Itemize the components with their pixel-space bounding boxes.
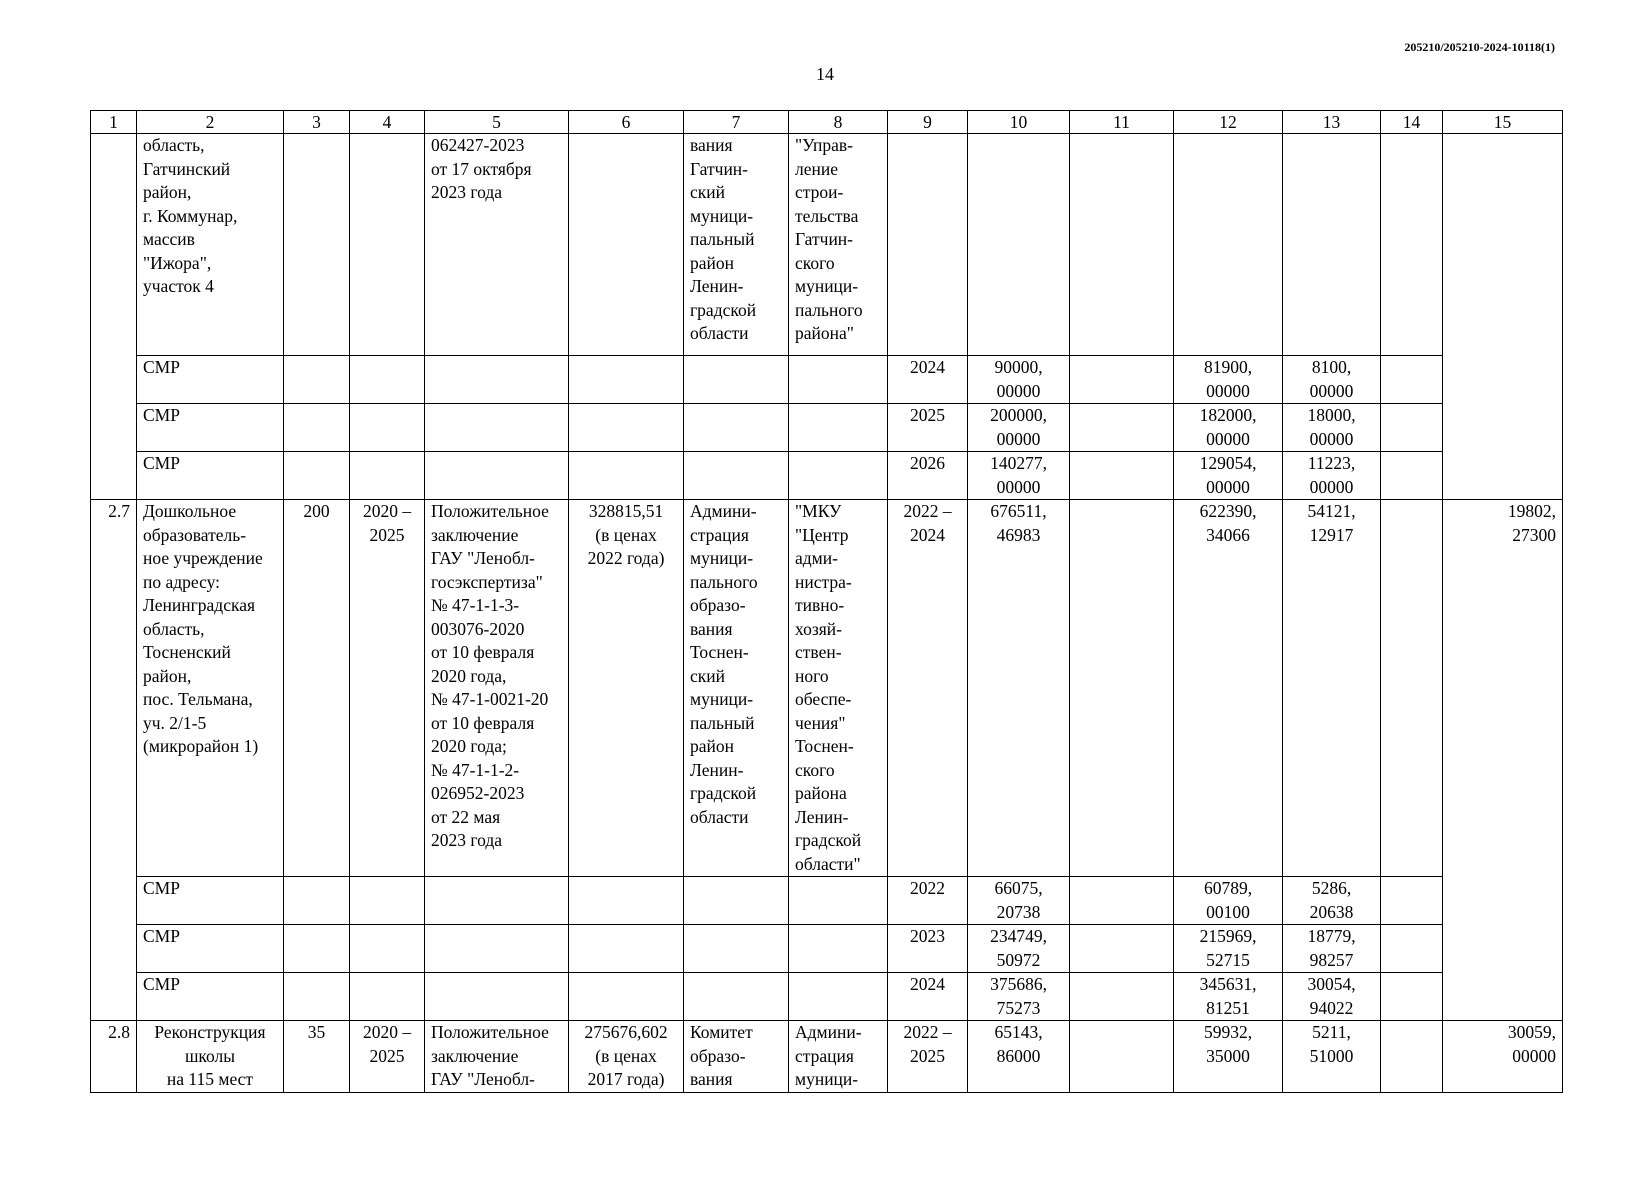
empty-cell xyxy=(684,925,789,973)
empty-cell xyxy=(1070,877,1174,925)
estimated-cost-cell: 328815,51 (в ценах 2022 года) xyxy=(569,500,684,877)
empty-cell xyxy=(1070,134,1174,356)
table-row-2-7 xyxy=(91,500,1563,877)
empty-cell xyxy=(425,404,569,452)
table-subrow xyxy=(91,925,1563,973)
table-subrow xyxy=(91,356,1563,404)
local-budget-cell: 5211, 51000 xyxy=(1283,1021,1381,1093)
table-row-continued xyxy=(91,134,1563,356)
empty-cell xyxy=(684,973,789,1021)
year-cell: 2023 xyxy=(888,925,968,973)
column-number: 14 xyxy=(1381,111,1443,134)
empty-cell xyxy=(1070,1021,1174,1093)
empty-cell xyxy=(350,134,425,356)
developer-cell: "Управ- ление строи- тельства Гатчин- ского муници- пального района" xyxy=(789,134,888,356)
empty-cell xyxy=(425,356,569,404)
empty-cell xyxy=(789,925,888,973)
empty-cell xyxy=(284,973,350,1021)
empty-cell xyxy=(425,925,569,973)
empty-cell xyxy=(350,877,425,925)
regional-budget-cell: 81900, 00000 xyxy=(1174,356,1283,404)
regional-budget-cell: 215969, 52715 xyxy=(1174,925,1283,973)
row-number-cell: 2.8 xyxy=(91,1021,137,1093)
empty-cell xyxy=(1070,452,1174,500)
local-budget-cell: 54121, 12917 xyxy=(1283,500,1381,877)
total-amount-cell: 65143, 86000 xyxy=(968,1021,1070,1093)
empty-cell xyxy=(888,134,968,356)
empty-cell xyxy=(1381,1021,1443,1093)
empty-cell xyxy=(425,877,569,925)
period-cell: 2020 – 2025 xyxy=(350,500,425,877)
empty-cell xyxy=(1381,973,1443,1021)
expertise-cell: Положительное заключение ГАУ "Ленобл- госэкспертиза" № 47-1-1-3- 003076-2020 от 10 февраля 2020 года, № 47-1-0021-20 от 10 февраля 2020 года; № 47-1-1-2- 026952-2023 от 22 мая 2023 года xyxy=(425,500,569,877)
empty-cell xyxy=(350,452,425,500)
empty-cell xyxy=(1443,134,1563,500)
empty-cell xyxy=(284,452,350,500)
empty-cell xyxy=(569,973,684,1021)
column-number: 6 xyxy=(569,111,684,134)
developer-cell: Админи- страция муници- xyxy=(789,1021,888,1093)
column-number: 3 xyxy=(284,111,350,134)
empty-cell xyxy=(569,404,684,452)
empty-cell xyxy=(350,925,425,973)
customer-cell: Комитет образо- вания xyxy=(684,1021,789,1093)
column-number: 13 xyxy=(1283,111,1381,134)
capacity-cell: 200 xyxy=(284,500,350,877)
expertise-cell: 062427-2023 от 17 октября 2023 года xyxy=(425,134,569,356)
empty-cell xyxy=(1381,356,1443,404)
column-number: 8 xyxy=(789,111,888,134)
local-budget-cell: 18000, 00000 xyxy=(1283,404,1381,452)
empty-cell xyxy=(569,452,684,500)
table-subrow xyxy=(91,452,1563,500)
column-number: 12 xyxy=(1174,111,1283,134)
column-number: 1 xyxy=(91,111,137,134)
customer-cell: Админи- страция муници- пального образо- вания Тоснен- ский муници- пальный район Ленин- градской области xyxy=(684,500,789,877)
empty-cell xyxy=(284,877,350,925)
work-type-cell: СМР xyxy=(137,356,284,404)
empty-cell xyxy=(1381,452,1443,500)
total-amount-cell: 90000, 00000 xyxy=(968,356,1070,404)
empty-cell xyxy=(1283,134,1381,356)
local-budget-cell: 8100, 00000 xyxy=(1283,356,1381,404)
empty-cell xyxy=(350,973,425,1021)
object-name-cell: Дошкольное образователь- ное учреждение по адресу: Ленинградская область, Тосненский район, пос. Тельмана, уч. 2/1-5 (микрорайон 1) xyxy=(137,500,284,877)
page-number: 14 xyxy=(816,64,834,84)
remaining-cost-cell: 19802, 27300 xyxy=(1443,500,1563,1021)
empty-cell xyxy=(1070,925,1174,973)
column-number: 7 xyxy=(684,111,789,134)
year-cell: 2022 – 2025 xyxy=(888,1021,968,1093)
empty-cell xyxy=(284,134,350,356)
column-number: 9 xyxy=(888,111,968,134)
work-type-cell: СМР xyxy=(137,973,284,1021)
empty-cell xyxy=(284,404,350,452)
regional-budget-cell: 622390, 34066 xyxy=(1174,500,1283,877)
total-amount-cell: 66075, 20738 xyxy=(968,877,1070,925)
column-number-row xyxy=(91,111,1563,134)
estimated-cost-cell: 275676,602 (в ценах 2017 года) xyxy=(569,1021,684,1093)
local-budget-cell: 30054, 94022 xyxy=(1283,973,1381,1021)
total-amount-cell: 375686, 75273 xyxy=(968,973,1070,1021)
table-subrow xyxy=(91,973,1563,1021)
capacity-cell: 35 xyxy=(284,1021,350,1093)
empty-cell xyxy=(1381,404,1443,452)
empty-cell xyxy=(284,356,350,404)
work-type-cell: СМР xyxy=(137,452,284,500)
column-number: 10 xyxy=(968,111,1070,134)
column-number: 5 xyxy=(425,111,569,134)
work-type-cell: СМР xyxy=(137,877,284,925)
total-amount-cell: 234749, 50972 xyxy=(968,925,1070,973)
regional-budget-cell: 182000, 00000 xyxy=(1174,404,1283,452)
empty-cell xyxy=(789,452,888,500)
local-budget-cell: 5286, 20638 xyxy=(1283,877,1381,925)
empty-cell xyxy=(569,877,684,925)
empty-cell xyxy=(789,404,888,452)
empty-cell xyxy=(1381,134,1443,356)
year-cell: 2024 xyxy=(888,973,968,1021)
local-budget-cell: 18779, 98257 xyxy=(1283,925,1381,973)
empty-cell xyxy=(684,356,789,404)
regional-budget-cell: 345631, 81251 xyxy=(1174,973,1283,1021)
total-amount-cell: 140277, 00000 xyxy=(968,452,1070,500)
empty-cell xyxy=(569,925,684,973)
object-name-cell: Реконструкция школы на 115 мест xyxy=(137,1021,284,1093)
row-number-cell: 2.7 xyxy=(91,500,137,1021)
cell-number-empty xyxy=(91,134,137,500)
work-type-cell: СМР xyxy=(137,404,284,452)
period-cell: 2020 – 2025 xyxy=(350,1021,425,1093)
empty-cell xyxy=(1381,500,1443,877)
year-cell: 2022 xyxy=(888,877,968,925)
year-cell: 2024 xyxy=(888,356,968,404)
empty-cell xyxy=(684,404,789,452)
table-row-2-8 xyxy=(91,1021,1563,1093)
empty-cell xyxy=(1070,500,1174,877)
year-cell: 2022 – 2024 xyxy=(888,500,968,877)
empty-cell xyxy=(1070,973,1174,1021)
empty-cell xyxy=(789,877,888,925)
investment-program-table xyxy=(90,110,1563,1093)
table-subrow xyxy=(91,404,1563,452)
empty-cell xyxy=(1174,134,1283,356)
object-name-cell: область, Гатчинский район, г. Коммунар, массив "Ижора", участок 4 xyxy=(137,134,284,356)
empty-cell xyxy=(569,134,684,356)
year-cell: 2025 xyxy=(888,404,968,452)
empty-cell xyxy=(425,973,569,1021)
column-number: 4 xyxy=(350,111,425,134)
column-number: 2 xyxy=(137,111,284,134)
empty-cell xyxy=(1070,404,1174,452)
developer-cell: "МКУ "Центр адми- нистра- тивно- хозяй- ствен- ного обеспе- чения" Тоснен- ского района Ленин- градской области" xyxy=(789,500,888,877)
total-amount-cell: 200000, 00000 xyxy=(968,404,1070,452)
empty-cell xyxy=(684,452,789,500)
customer-cell: вания Гатчин- ский муници- пальный район Ленин- градской области xyxy=(684,134,789,356)
year-cell: 2026 xyxy=(888,452,968,500)
empty-cell xyxy=(684,877,789,925)
empty-cell xyxy=(1070,356,1174,404)
total-amount-cell: 676511, 46983 xyxy=(968,500,1070,877)
local-budget-cell: 11223, 00000 xyxy=(1283,452,1381,500)
work-type-cell: СМР xyxy=(137,925,284,973)
column-number: 15 xyxy=(1443,111,1563,134)
empty-cell xyxy=(569,356,684,404)
table-subrow xyxy=(91,877,1563,925)
regional-budget-cell: 129054, 00000 xyxy=(1174,452,1283,500)
empty-cell xyxy=(789,356,888,404)
empty-cell xyxy=(968,134,1070,356)
empty-cell xyxy=(1381,877,1443,925)
regional-budget-cell: 59932, 35000 xyxy=(1174,1021,1283,1093)
empty-cell xyxy=(425,452,569,500)
document-registration-number: 205210/205210-2024-10118(1) xyxy=(1404,40,1555,54)
empty-cell xyxy=(1381,925,1443,973)
regional-budget-cell: 60789, 00100 xyxy=(1174,877,1283,925)
empty-cell xyxy=(350,356,425,404)
empty-cell xyxy=(789,973,888,1021)
remaining-cost-cell: 30059, 00000 xyxy=(1443,1021,1563,1093)
column-number: 11 xyxy=(1070,111,1174,134)
empty-cell xyxy=(350,404,425,452)
expertise-cell: Положительное заключение ГАУ "Ленобл- xyxy=(425,1021,569,1093)
empty-cell xyxy=(284,925,350,973)
